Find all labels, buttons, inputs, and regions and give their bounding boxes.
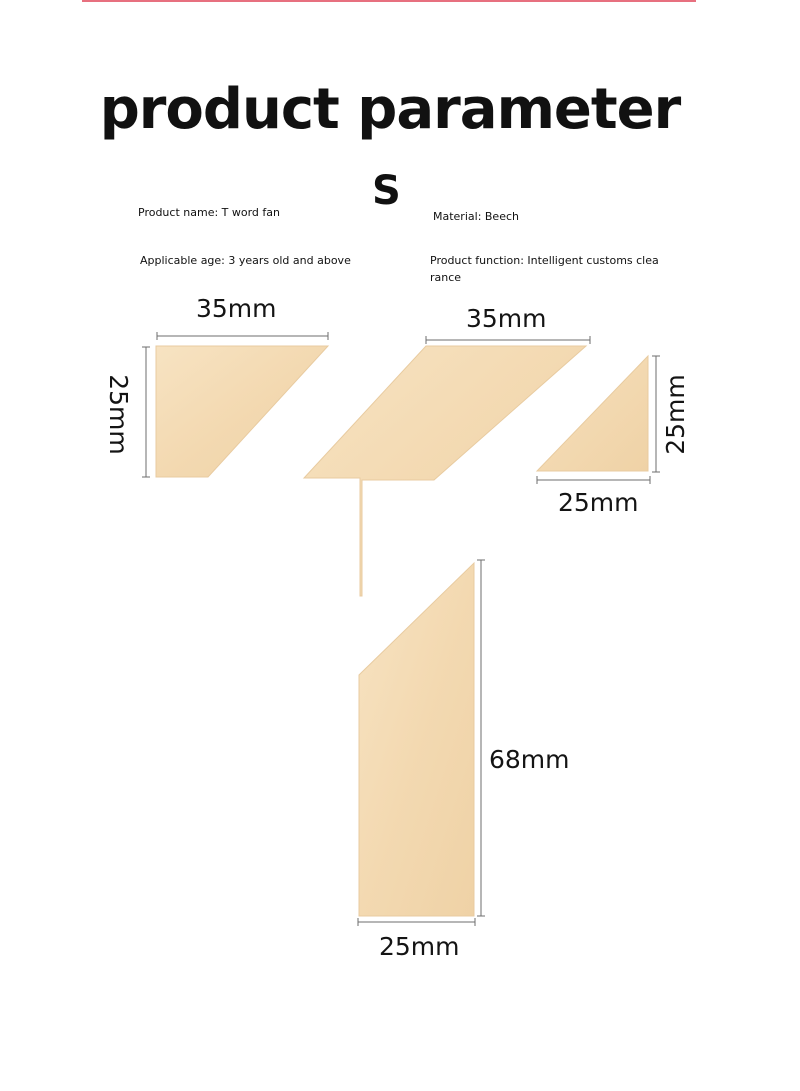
product-name-text: Product name: T word fan bbox=[138, 206, 280, 219]
size-label: S bbox=[372, 168, 401, 214]
applicable-age-text: Applicable age: 3 years old and above bbox=[140, 254, 351, 267]
piece3-width-label: 25mm bbox=[558, 488, 639, 517]
material-text: Material: Beech bbox=[433, 210, 519, 223]
wood-piece-trapezoid bbox=[156, 346, 328, 477]
piece2-width-label: 35mm bbox=[466, 304, 547, 333]
product-function-line2: rance bbox=[430, 271, 462, 284]
piece4-width-label: 25mm bbox=[379, 932, 460, 961]
piece1-width-label: 35mm bbox=[196, 294, 277, 323]
page-title: product parameter bbox=[99, 77, 681, 142]
piece3-height-label: 25mm bbox=[660, 374, 690, 455]
piece4-height-label: 68mm bbox=[489, 745, 570, 774]
product-function-line1: Product function: Intelligent customs clea bbox=[430, 254, 659, 267]
piece1-height-label: 25mm bbox=[103, 374, 133, 455]
wood-piece-long-bar bbox=[359, 563, 474, 916]
